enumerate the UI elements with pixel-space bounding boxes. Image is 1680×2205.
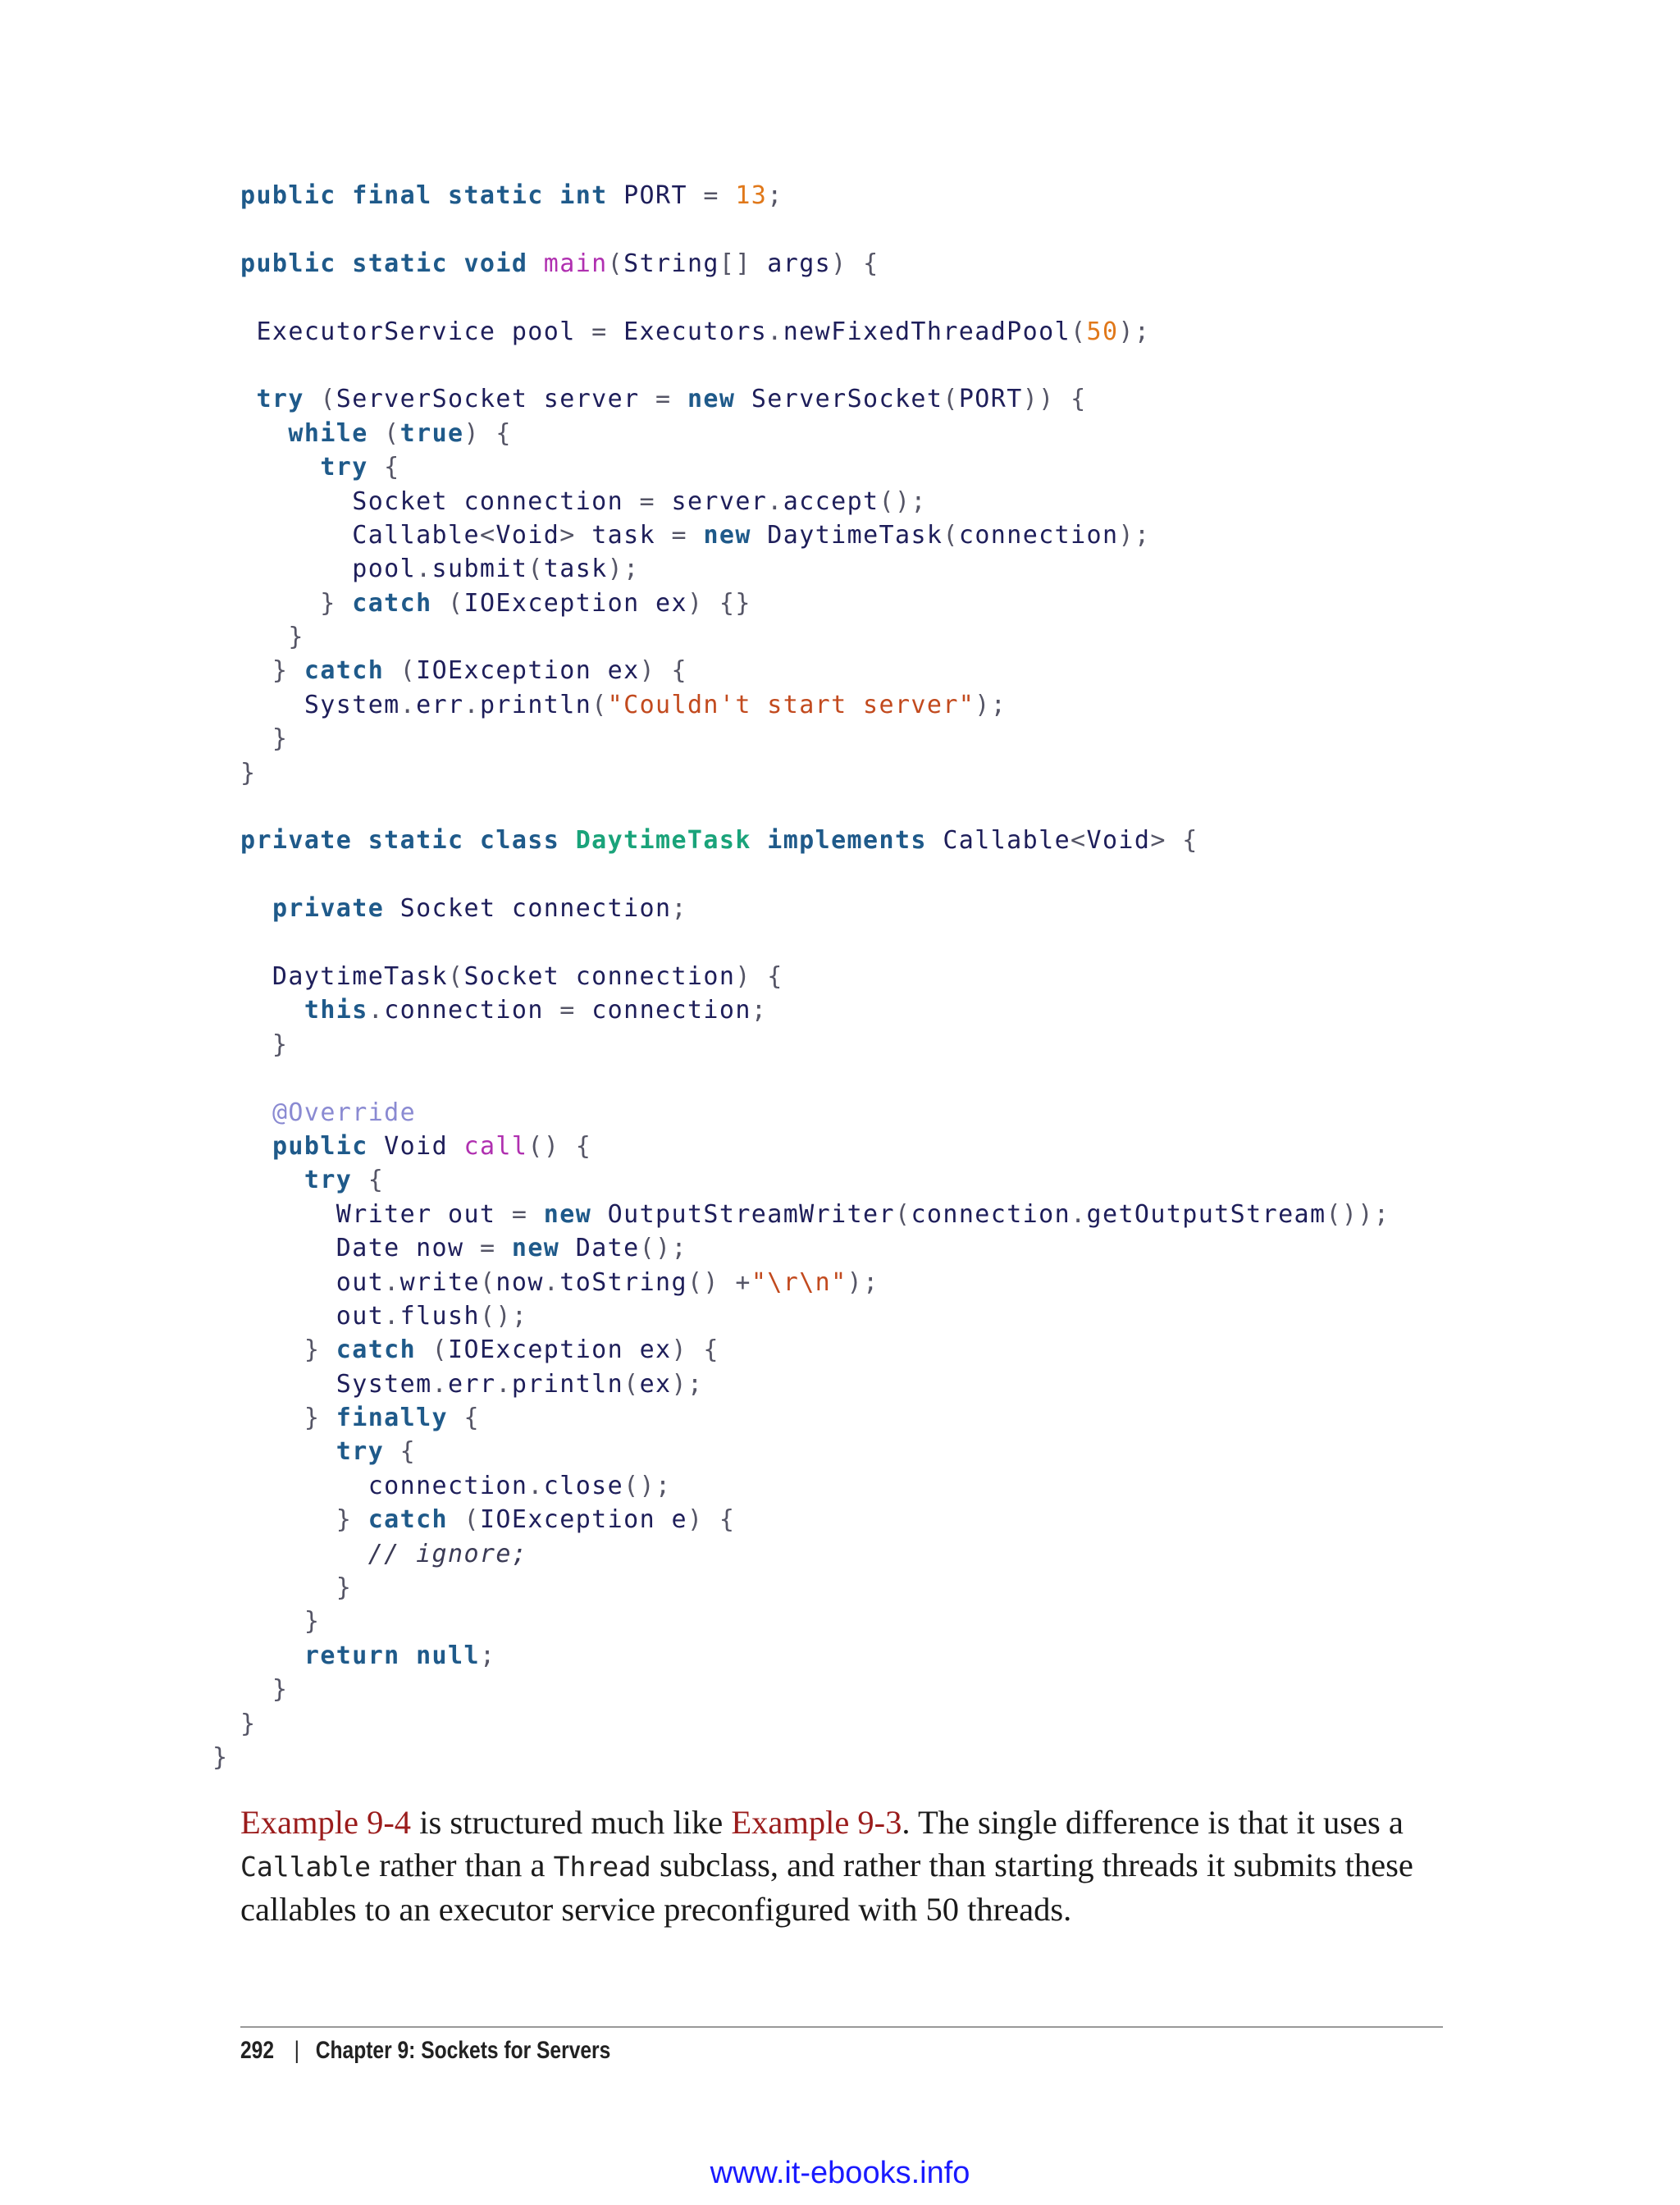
code-line: [240, 1469, 1390, 1503]
code-token: Void: [495, 520, 560, 550]
code-token: catch: [304, 656, 385, 686]
code-token: [416, 1335, 431, 1364]
code-token: System: [240, 690, 400, 719]
code-token: connection: [384, 996, 560, 1025]
code-line: [240, 417, 1390, 450]
code-line: [240, 722, 1390, 756]
code-token: [559, 826, 575, 855]
code-token: main: [543, 249, 608, 278]
code-token: 50: [1086, 317, 1119, 346]
code-token: .: [416, 555, 432, 584]
code-token: (: [320, 385, 336, 414]
code-token: connection: [575, 996, 751, 1025]
code-token: );: [1118, 520, 1151, 550]
code-token: task: [543, 555, 608, 584]
code-token: [432, 589, 448, 618]
code-token: [448, 1505, 463, 1534]
code-line: [240, 993, 1390, 1027]
code-token: Callable: [926, 826, 1071, 856]
paragraph-text: rather than a: [370, 1847, 554, 1883]
code-token: ;: [767, 181, 783, 210]
code-line: [240, 620, 1390, 654]
code-token: }: [240, 623, 304, 652]
code-token: {: [1166, 826, 1198, 856]
code-token: [240, 453, 320, 482]
code-token: }: [240, 1573, 353, 1603]
code-token: ) {: [735, 961, 783, 991]
code-token: ServerSocket: [735, 385, 943, 414]
inline-code-callable: Callable: [240, 1851, 371, 1883]
paragraph-text: . The single difference is that it uses a: [902, 1804, 1404, 1841]
code-line: [240, 1130, 1390, 1163]
page-number: 292: [240, 2037, 275, 2064]
code-token: newFixedThreadPool: [783, 317, 1071, 346]
code-token: [240, 1166, 304, 1194]
code-token: ) {: [463, 418, 512, 448]
code-line: [240, 485, 1390, 518]
code-token: public: [272, 1131, 368, 1161]
code-token: =: [671, 520, 687, 550]
code-line: [240, 247, 1390, 281]
chapter-title: Chapter 9: Sockets for Servers: [315, 2037, 611, 2064]
paragraph-text: is structured much like: [411, 1804, 732, 1841]
code-line: [240, 552, 1390, 586]
code-token: ();: [479, 1301, 528, 1331]
code-token: Date: [559, 1234, 640, 1263]
code-token: Callable: [240, 520, 480, 550]
code-line: [240, 1435, 1390, 1468]
code-token: }: [240, 1709, 257, 1738]
code-line: [240, 858, 1390, 892]
code-token: Executors: [607, 317, 768, 346]
code-token: =: [639, 486, 656, 516]
code-line: [240, 1061, 1390, 1095]
code-token: [368, 453, 384, 482]
code-token: (: [463, 1505, 480, 1535]
code-token: err: [448, 1369, 496, 1399]
code-token: catch: [352, 588, 432, 618]
code-token: .: [384, 1267, 400, 1297]
code-token: (: [479, 1267, 496, 1297]
code-token: PORT: [607, 181, 704, 210]
code-token: );: [975, 690, 1007, 719]
code-line: [212, 1741, 1390, 1774]
code-token: [719, 181, 735, 210]
paragraph-text: subclass, and rather than starting threads it submits these: [651, 1847, 1413, 1883]
code-token: []: [719, 249, 751, 278]
code-line: [240, 1367, 1390, 1401]
code-token: (: [943, 385, 959, 414]
code-token: submit: [431, 555, 528, 584]
code-line: [240, 179, 1390, 212]
code-token: }: [240, 1675, 289, 1705]
code-token: )) {: [1022, 385, 1087, 414]
code-token: getOutputStream: [1086, 1199, 1326, 1229]
code-line: [240, 1571, 1390, 1605]
code-token: (: [1071, 317, 1087, 346]
code-line: [240, 1198, 1390, 1231]
code-line: [240, 1333, 1390, 1367]
code-token: [240, 1437, 336, 1466]
code-token: [384, 1437, 399, 1466]
body-paragraph: [240, 1801, 1443, 1931]
code-token: (: [943, 520, 959, 550]
code-token: ex: [639, 1369, 672, 1399]
code-token: public static void: [240, 249, 528, 278]
watermark-link[interactable]: www.it-ebooks.info: [710, 2156, 970, 2190]
code-token: }: [240, 656, 304, 686]
code-listing: [212, 179, 1390, 1774]
code-token: .: [384, 1301, 400, 1331]
code-token: pool: [240, 555, 417, 584]
code-token: ) {: [687, 1505, 736, 1535]
code-token: Date now: [240, 1234, 480, 1263]
code-line: [240, 1401, 1390, 1435]
code-token: // ignore;: [368, 1539, 528, 1568]
code-token: ();: [623, 1471, 672, 1500]
code-token: flush: [399, 1301, 480, 1331]
paragraph-line-2: [240, 1844, 1443, 1888]
code-token: connection: [911, 1199, 1071, 1229]
code-line: [240, 450, 1390, 484]
xref-example-9-4[interactable]: Example 9-4: [240, 1804, 412, 1841]
code-token: new: [687, 385, 736, 414]
code-token: [384, 656, 399, 685]
code-token: true: [399, 418, 464, 448]
code-token: [527, 249, 543, 278]
code-token: close: [543, 1471, 624, 1500]
code-token: ;: [751, 996, 768, 1025]
code-token: out: [240, 1301, 385, 1331]
page-footer: [240, 2037, 610, 2065]
code-token: );: [1118, 317, 1151, 346]
code-token: call: [463, 1131, 528, 1161]
code-token: (: [431, 1335, 449, 1365]
code-token: [672, 385, 687, 413]
code-token: IOException ex: [416, 656, 640, 686]
code-token: }: [240, 758, 257, 788]
code-token: "\r\n": [751, 1267, 847, 1297]
code-token: OutputStreamWriter: [591, 1199, 895, 1229]
code-token: =: [655, 385, 672, 414]
code-token: task: [575, 520, 672, 550]
code-token: new: [543, 1199, 592, 1229]
code-token: >: [559, 520, 576, 550]
code-token: ());: [1326, 1199, 1390, 1229]
code-token: new: [511, 1234, 560, 1263]
code-token: try: [304, 1166, 353, 1195]
code-token: out: [240, 1267, 385, 1297]
code-line: [240, 587, 1390, 620]
code-token: .: [1071, 1199, 1087, 1229]
code-token: try: [320, 453, 368, 482]
code-token: new: [703, 520, 751, 550]
code-token: try: [256, 385, 304, 414]
code-token: ) {}: [687, 588, 751, 618]
paragraph-line-1: [240, 1801, 1443, 1844]
code-token: ) {: [639, 656, 687, 686]
code-token: "Couldn't start server": [607, 690, 975, 719]
code-token: >: [1150, 826, 1166, 856]
code-token: [240, 894, 272, 923]
code-token: .: [431, 1369, 449, 1399]
code-token: this: [304, 996, 368, 1025]
code-token: while: [288, 418, 368, 448]
code-token: ServerSocket server: [336, 385, 656, 414]
code-line: [240, 960, 1390, 993]
code-token: }: [240, 1335, 336, 1365]
code-token: [304, 385, 320, 413]
code-token: args: [751, 249, 832, 278]
code-token: =: [559, 996, 576, 1025]
code-token: System: [240, 1369, 432, 1399]
code-token: (: [527, 555, 544, 584]
code-token: 13: [735, 181, 768, 210]
code-line: [240, 824, 1390, 857]
code-token: );: [847, 1267, 879, 1297]
code-token: ;: [479, 1641, 496, 1670]
code-token: private: [272, 894, 385, 924]
code-token: server: [655, 486, 768, 516]
code-token: () {: [527, 1131, 592, 1161]
code-line: [240, 926, 1390, 960]
code-line: [240, 1537, 1390, 1571]
code-token: [240, 1098, 272, 1127]
code-line: [240, 1299, 1390, 1333]
code-token: IOException e: [479, 1505, 687, 1535]
code-line: [240, 654, 1390, 687]
code-token: }: [240, 1029, 289, 1059]
code-token: =: [591, 317, 608, 346]
code-token: () +: [687, 1267, 751, 1297]
code-token: .: [463, 690, 480, 719]
code-line: [240, 518, 1390, 552]
code-line: [240, 1096, 1390, 1130]
code-token: String: [623, 249, 719, 278]
code-token: }: [240, 1607, 321, 1637]
code-token: catch: [336, 1335, 417, 1365]
code-token: [240, 419, 288, 448]
code-token: Void: [1086, 826, 1151, 856]
code-line: [240, 756, 1390, 790]
code-token: .: [368, 996, 385, 1025]
code-token: .: [767, 486, 783, 516]
code-token: .: [399, 690, 417, 719]
code-line: [240, 315, 1390, 349]
code-token: private static class: [240, 826, 560, 856]
code-token: [527, 1200, 543, 1229]
code-token: <: [1071, 826, 1087, 856]
code-token: =: [511, 1199, 528, 1229]
code-token: ) {: [831, 249, 879, 278]
code-token: );: [607, 555, 640, 584]
code-token: DaytimeTask: [751, 520, 943, 550]
code-token: catch: [368, 1505, 449, 1535]
code-line: [240, 212, 1390, 246]
footer-separator: |: [294, 2037, 300, 2064]
code-token: }: [240, 1505, 368, 1535]
code-line: [240, 1605, 1390, 1638]
code-token: IOException ex: [463, 588, 687, 618]
code-token: PORT: [958, 385, 1023, 414]
code-token: =: [703, 181, 719, 210]
code-token: IOException ex: [448, 1335, 672, 1365]
code-token: [687, 521, 703, 550]
code-token: ();: [879, 486, 927, 516]
code-token: err: [416, 690, 464, 719]
code-token: (: [623, 1369, 640, 1399]
code-token: implements: [767, 826, 927, 856]
code-token: ();: [639, 1234, 687, 1263]
code-token: (: [894, 1199, 911, 1229]
code-line: [240, 349, 1390, 382]
code-token: Socket connection: [384, 894, 672, 924]
code-token: finally: [336, 1404, 449, 1433]
code-line: [240, 281, 1390, 314]
code-token: println: [511, 1369, 624, 1399]
code-token: write: [399, 1267, 480, 1297]
code-token: [240, 996, 304, 1025]
code-token: [368, 419, 384, 448]
code-token: }: [240, 588, 353, 618]
code-line: [240, 1028, 1390, 1061]
code-line: [240, 1231, 1390, 1265]
code-token: (: [399, 656, 417, 686]
paragraph-line-3: callables to an executor service preconfigured with 50 threads.: [240, 1891, 1072, 1928]
code-line: [240, 1503, 1390, 1536]
code-token: DaytimeTask: [240, 961, 448, 991]
code-token: (: [448, 961, 464, 991]
code-token: }: [212, 1742, 229, 1772]
code-token: DaytimeTask: [575, 826, 751, 856]
code-token: println: [479, 690, 592, 719]
code-line: [240, 688, 1390, 722]
code-token: .: [767, 317, 783, 346]
code-token: [240, 1641, 304, 1670]
code-token: (: [607, 249, 624, 278]
code-token: {: [399, 1437, 417, 1467]
code-token: Writer out: [240, 1199, 512, 1229]
code-token: (: [448, 588, 464, 618]
code-token: {: [384, 453, 400, 482]
xref-example-9-3[interactable]: Example 9-3: [731, 1804, 902, 1841]
code-token: {: [463, 1404, 480, 1433]
code-token: [240, 385, 256, 413]
footer-rule: [240, 2026, 1443, 2028]
inline-code-thread: Thread: [553, 1851, 651, 1883]
code-token: connection: [240, 1471, 528, 1500]
code-token: connection: [958, 520, 1119, 550]
code-token: Socket connection: [463, 961, 736, 991]
code-token: .: [527, 1471, 544, 1500]
code-line: [240, 1266, 1390, 1299]
code-token: <: [479, 520, 496, 550]
code-token: return null: [304, 1641, 480, 1670]
code-token: Socket connection: [240, 486, 640, 516]
code-token: (: [591, 690, 608, 719]
code-token: {: [368, 1166, 385, 1195]
code-token: ExecutorService pool: [240, 317, 592, 346]
code-line: [240, 1163, 1390, 1197]
code-line: [240, 790, 1390, 824]
code-token: [240, 1132, 272, 1161]
code-token: @Override: [272, 1098, 417, 1127]
code-token: public final static int: [240, 181, 608, 210]
code-token: (: [384, 418, 400, 448]
code-token: ;: [671, 894, 687, 924]
code-token: Void: [368, 1131, 464, 1161]
code-token: [352, 1166, 368, 1194]
code-line: [240, 1673, 1390, 1706]
code-token: now: [495, 1267, 544, 1297]
code-token: );: [671, 1369, 704, 1399]
code-token: [448, 1404, 463, 1432]
code-line: [240, 892, 1390, 925]
code-token: accept: [783, 486, 879, 516]
code-token: try: [336, 1437, 385, 1467]
code-line: [240, 382, 1390, 416]
code-token: }: [240, 724, 289, 754]
code-token: [495, 1234, 511, 1262]
code-line: [240, 1639, 1390, 1673]
code-token: .: [543, 1267, 560, 1297]
code-token: }: [240, 1404, 336, 1433]
code-token: [240, 1540, 368, 1568]
code-token: =: [479, 1234, 496, 1263]
code-line: [240, 1707, 1390, 1741]
code-token: ) {: [671, 1335, 719, 1365]
code-token: .: [495, 1369, 512, 1399]
code-token: toString: [559, 1267, 687, 1297]
code-token: [751, 826, 767, 855]
